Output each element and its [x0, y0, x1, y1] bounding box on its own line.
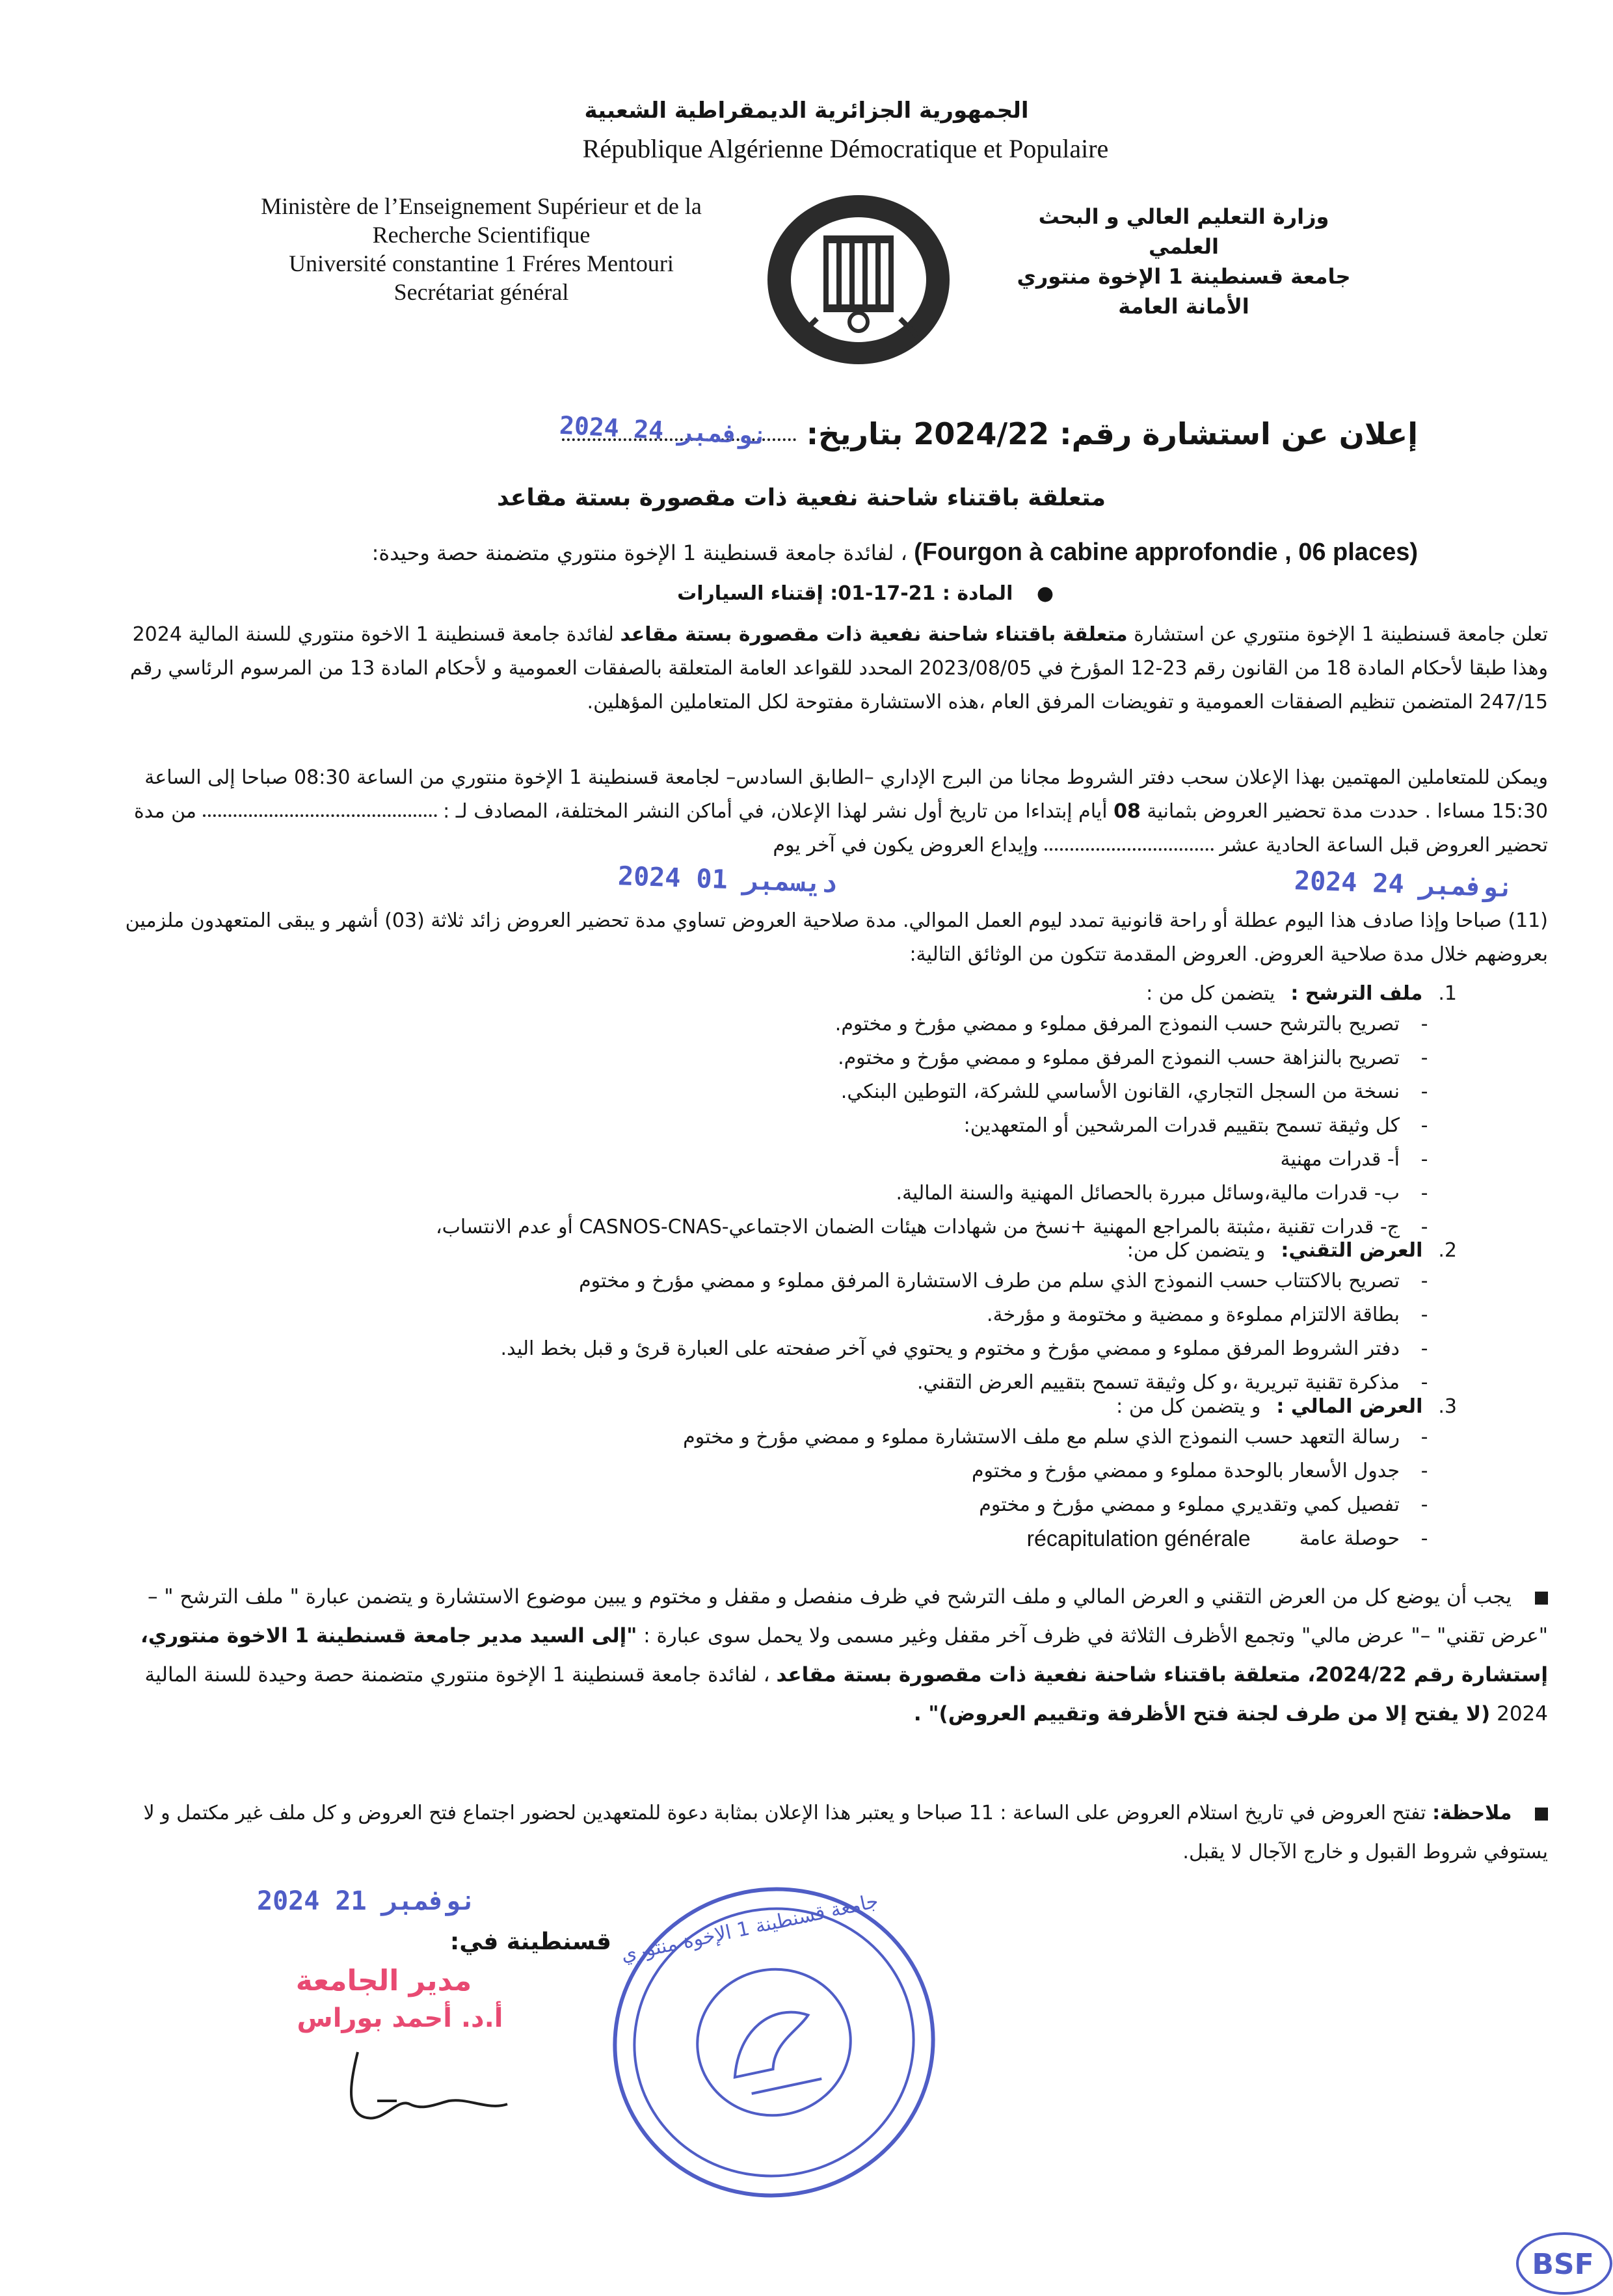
round-stamp-text: جامعة قسنطينة 1 الإخوة منتوري [619, 1889, 881, 1967]
title-date-stamp: 2024 نوفمبر 24 [559, 410, 769, 451]
section-2-number: 2. [1438, 1239, 1457, 1262]
requirement-bold-end: (لا يفتح إلا من طرف لجنة فتح الأظرفة وتقييم العروض)" . [913, 1702, 1491, 1726]
section-2-title: العرض التقني: [1281, 1239, 1423, 1262]
official-round-stamp [605, 1873, 943, 2211]
paragraph-schedule [104, 761, 1548, 862]
bullet-icon: ● [1036, 582, 1054, 605]
list-item: - دفتر الشروط المرفق مملوء و ممضي مؤرخ و مختوم و يحتوي في آخر صفحته على العبارة قرئ و قبل بخط اليد. [156, 1332, 1457, 1366]
section-financial-offer [156, 1395, 1457, 1556]
header-left-block [247, 192, 715, 306]
paragraph-validity: (11) صباحا وإذا صادف هذا اليوم عطلة أو راحة قانونية تمدد ليوم العمل الموالي. مدة صلاحية العروض تساوي مدة تحضير العروض زائد ثلاثة (03) أشهر و يبقى المتعهدون ملزمين بعروضهم خلال مدة صلاحية العروض. العروض المقدمة تتكون من الوثائق التالية: [125, 909, 1548, 966]
list-item: - تفصيل كمي وتقديري مملوء و ممضي مؤرخ و مختوم [156, 1488, 1457, 1522]
section-3-title: العرض المالي : [1276, 1395, 1423, 1418]
section-3-list [156, 1421, 1457, 1556]
republic-ar: الجمهورية الجزائرية الديمقراطية الشعبية [584, 98, 1029, 124]
list-item-text: أ- قدرات مهنية [1280, 1148, 1400, 1171]
list-item: - ج- قدرات تقنية ،مثبتة بالمراجع المهنية +نسخ من شهادات هيئات الضمان الاجتماعي-CASNOS-CNAS أو عدم الانتساب، [156, 1210, 1457, 1244]
note-text: تفتح العروض في تاريخ استلام العروض على الساعة : 11 صباحا و يعتبر هذا الإعلان بمثابة دعوة للمتعهدين لحضور اجتماع فتح العروض و كل ملف غير مكتمل و لا يستوفي شروط القبول و خارج الآجال لا يقبل. [143, 1802, 1548, 1863]
announcement-subject: متعلقة باقتناء شاحنة نفعية ذات مقصورة بستة مقاعد [496, 485, 1106, 511]
requirement-text-a: يجب أن يوضع كل من العرض التقني و العرض المالي و ملف الترشح في ظرف منفصل و مقفل و مختوم و يبين موضوع الاستشارة و يتضمن عبارة " ملف الترشح " – "عرض تقني" –" عرض مالي" وتجمع الأظرف الثلاثة في ظرف آخر مقفل وغير مسمى ولا يحمل سوى عبارة : [147, 1585, 1548, 1648]
note-label: ملاحظة: [1432, 1802, 1512, 1824]
section-2-intro: و يتضمن كل من: [1126, 1239, 1266, 1262]
paragraph-intro [104, 618, 1548, 719]
list-item: - رسالة التعهد حسب النموذج الذي سلم مع ملف الاستشارة مملوء و ممضي مؤرخ و مختوم [156, 1421, 1457, 1454]
p2-part-d: وإيداع العروض يكون في آخر يوم [773, 834, 1039, 857]
list-item-text: ج- قدرات تقنية ،مثبتة بالمراجع المهنية +نسخ من شهادات هيئات الضمان الاجتماعي-CASNOS-CNAS أو عدم الانتساب، [435, 1216, 1400, 1238]
section-1-list [156, 1008, 1457, 1244]
director-title: مدير الجامعة [295, 1964, 472, 1997]
requirement-text-b: ، لفائدة جامعة قسنطينة 1 الإخوة منتوري متضمنة حصة وحيدة للسنة المالية 2024 [144, 1663, 1548, 1726]
signature-city [450, 1929, 611, 1955]
requirement-bold: "إلى السيد مدير جامعة قسنطينة 1 الاخوة منتوري، إستشارة رقم 2024/22، متعلقة باقتناء شاحنة نفعية ذات مقصورة بستة مقاعد [140, 1624, 1548, 1687]
university-fr: Université constantine 1 Fréres Mentouri [289, 250, 674, 276]
p1-part-b: لفائدة جامعة قسنطينة 1 الاخوة منتوري للسنة المالية 2024 وهذا طبقا لأحكام المادة 18 من القانون رقم 23-12 المؤرخ في 2023/08/05 المحدد للقواعد العامة المتعلقة بالصفقات العمومية و لأحكام المادة 13 من المرسوم الرئاسي رقم 247/15 المتضمن تنظيم الصفقات العمومية و تفويضات المرفق العام ،هذه الاستشارة مفتوحة لكل المتعاملين المؤهلين. [130, 623, 1548, 714]
p2-bold-days: 08 [1113, 800, 1141, 823]
note-block [104, 1794, 1548, 1872]
p2-part-c: من مدة تحضير العروض قبل الساعة الحادية عشر [134, 800, 1548, 857]
ministry-fr-line2: Recherche Scientifique [372, 222, 591, 248]
secretariat-fr: Secrétariat général [393, 279, 569, 305]
ministry-ar: وزارة التعليم العالي و البحث العلمي [1038, 204, 1329, 259]
p1-bold: متعلقة باقتناء شاحنة نفعية ذات مقصورة بستة مقاعد [620, 623, 1128, 646]
list-item-text: جدول الأسعار بالوحدة مملوء و ممضي مؤرخ و مختوم [971, 1460, 1400, 1482]
section-3-number: 3. [1438, 1395, 1457, 1418]
p2-part-a: ويمكن للمتعاملين المهتمين بهذا الإعلان سحب دفتر الشروط مجانا من البرج الإداري –الطابق السادس– لجامعة قسنطينة 1 الإخوة منتوري من الساعة 08:30 صباحا إلى الساعة 15:30 مساءا . حددت مدة تحضير العروض بثمانية [144, 766, 1548, 823]
list-item: - نسخة من السجل التجاري، القانون الأساسي للشركة، التوطين البنكي. [156, 1075, 1457, 1109]
list-item: - أ- قدرات مهنية [156, 1143, 1457, 1177]
list-item: - تصريح بالنزاهة حسب النموذج المرفق مملوء و ممضي مؤرخ و مختوم. [156, 1041, 1457, 1075]
handwritten-signature [338, 2039, 520, 2130]
article-text: المادة : 21-17-01: إقتناء السيارات [677, 582, 1013, 605]
p2-part-b: أيام إبتداءا من تاريخ أول نشر لهذا الإعلان، في أماكن النشر المختلفة، المصادف لـ : [443, 800, 1108, 823]
list-item: - كل وثيقة تسمح بتقييم قدرات المرشحين أو المتعهدين: [156, 1109, 1457, 1143]
beneficiary-line [182, 539, 1418, 567]
deadline-date-stamp: 2024 نوفمبر 24 [1294, 866, 1514, 903]
list-item-text: تصريح بالترشح حسب النموذج المرفق مملوء و ممضي مؤرخ و مختوم. [834, 1013, 1400, 1035]
list-item: - ب- قدرات مالية،وسائل مبررة بالحصائل المهنية والسنة المالية. [156, 1177, 1457, 1210]
section-1-title: ملف الترشح : [1290, 982, 1423, 1005]
envelope-requirement [104, 1577, 1548, 1733]
list-item-text: كل وثيقة تسمح بتقييم قدرات المرشحين أو المتعهدين: [963, 1114, 1400, 1137]
list-item-text: ب- قدرات مالية،وسائل مبررة بالحصائل المهنية والسنة المالية. [896, 1182, 1400, 1205]
bsf-text: BSF [1532, 2248, 1594, 2281]
section-technical-offer [156, 1239, 1457, 1400]
list-item-text: بطاقة الالتزام مملوءة و ممضية و مختومة و مؤرخة. [987, 1303, 1400, 1326]
article-line [677, 582, 1054, 605]
list-item: - تصريح بالاكتتاب حسب النموذج الذي سلم من طرف الاستشارة المرفق مملوء و ممضي مؤرخ و مختوم [156, 1264, 1457, 1298]
list-item-text: دفتر الشروط المرفق مملوء و ممضي مؤرخ و مختوم و يحتوي في آخر صفحته على العبارة قرئ و قبل بخط اليد. [500, 1337, 1400, 1360]
university-ar: جامعة قسنطينة 1 الإخوة منتوري [1017, 264, 1351, 289]
director-name: أ.د. أحمد بوراس [297, 2003, 503, 2033]
publish-date-dots [203, 808, 437, 817]
list-item-text: حوصلة عامة [1299, 1527, 1400, 1550]
signature-date-stamp: 2024 نوفمبر 21 [257, 1886, 477, 1916]
list-item: - جدول الأسعار بالوحدة مملوء و ممضي مؤرخ و مختوم [156, 1454, 1457, 1488]
list-item: - حوصلة عامة récapitulation générale [156, 1522, 1457, 1556]
signature-city-text: قسنطينة في: [449, 1929, 611, 1955]
ministry-fr-line1: Ministère de l’Enseignement Supérieur et de la [261, 193, 702, 219]
list-item: - تصريح بالترشح حسب النموذج المرفق مملوء و ممضي مؤرخ و مختوم. [156, 1008, 1457, 1041]
p1-part-a: تعلن جامعة قسنطينة 1 الإخوة منتوري عن استشارة [1134, 623, 1548, 646]
bsf-corner-mark [1512, 2224, 1613, 2296]
university-logo [761, 189, 956, 371]
section-1-intro: يتضمن كل من : [1146, 982, 1275, 1005]
list-item: - بطاقة الالتزام مملوءة و ممضية و مختومة و مؤرخة. [156, 1298, 1457, 1332]
deposit-date-stamp: 2024 ديسمبر 01 [617, 861, 838, 899]
list-item-text: تفصيل كمي وتقديري مملوء و ممضي مؤرخ و مختوم [979, 1493, 1400, 1516]
section-1-heading [156, 982, 1457, 1005]
section-2-heading [156, 1239, 1457, 1262]
square-bullet-icon [1535, 1808, 1548, 1821]
section-1-number: 1. [1438, 982, 1457, 1005]
republic-fr: République Algérienne Démocratique et Populaire [582, 134, 1109, 163]
list-item-text: رسالة التعهد حسب النموذج الذي سلم مع ملف الاستشارة مملوء و ممضي مؤرخ و مختوم [683, 1426, 1400, 1448]
list-item-text: مذكرة تقنية تبريرية ،و كل وثيقة تسمح بتقييم العرض التقني. [916, 1371, 1400, 1394]
announcement-title-text: إعلان عن استشارة رقم: 2024/22 بتاريخ: [806, 416, 1418, 451]
recap-fr: récapitulation générale [1026, 1527, 1251, 1551]
header-right-block [1002, 202, 1366, 321]
vehicle-description-fr: (Fourgon à cabine approfondie , 06 places) [914, 539, 1418, 566]
list-item-text: تصريح بالنزاهة حسب النموذج المرفق مملوء و ممضي مؤرخ و مختوم. [838, 1047, 1400, 1069]
secretariat-ar: الأمانة العامة [1118, 294, 1249, 319]
list-item-text: نسخة من السجل التجاري، القانون الأساسي للشركة، التوطين البنكي. [840, 1080, 1400, 1103]
beneficiary-text: ، لفائدة جامعة قسنطينة 1 الإخوة منتوري متضمنة حصة وحيدة: [371, 541, 907, 565]
list-item-text: تصريح بالاكتتاب حسب النموذج الذي سلم من طرف الاستشارة المرفق مملوء و ممضي مؤرخ و مختوم [579, 1270, 1400, 1292]
section-application-file [156, 982, 1457, 1244]
section-3-heading [156, 1395, 1457, 1418]
square-bullet-icon [1535, 1592, 1548, 1605]
list-item: - مذكرة تقنية تبريرية ،و كل وثيقة تسمح بتقييم العرض التقني. [156, 1366, 1457, 1400]
section-3-intro: و يتضمن كل من : [1116, 1395, 1261, 1418]
deposit-day-dots [1045, 842, 1214, 851]
section-2-list [156, 1264, 1457, 1400]
